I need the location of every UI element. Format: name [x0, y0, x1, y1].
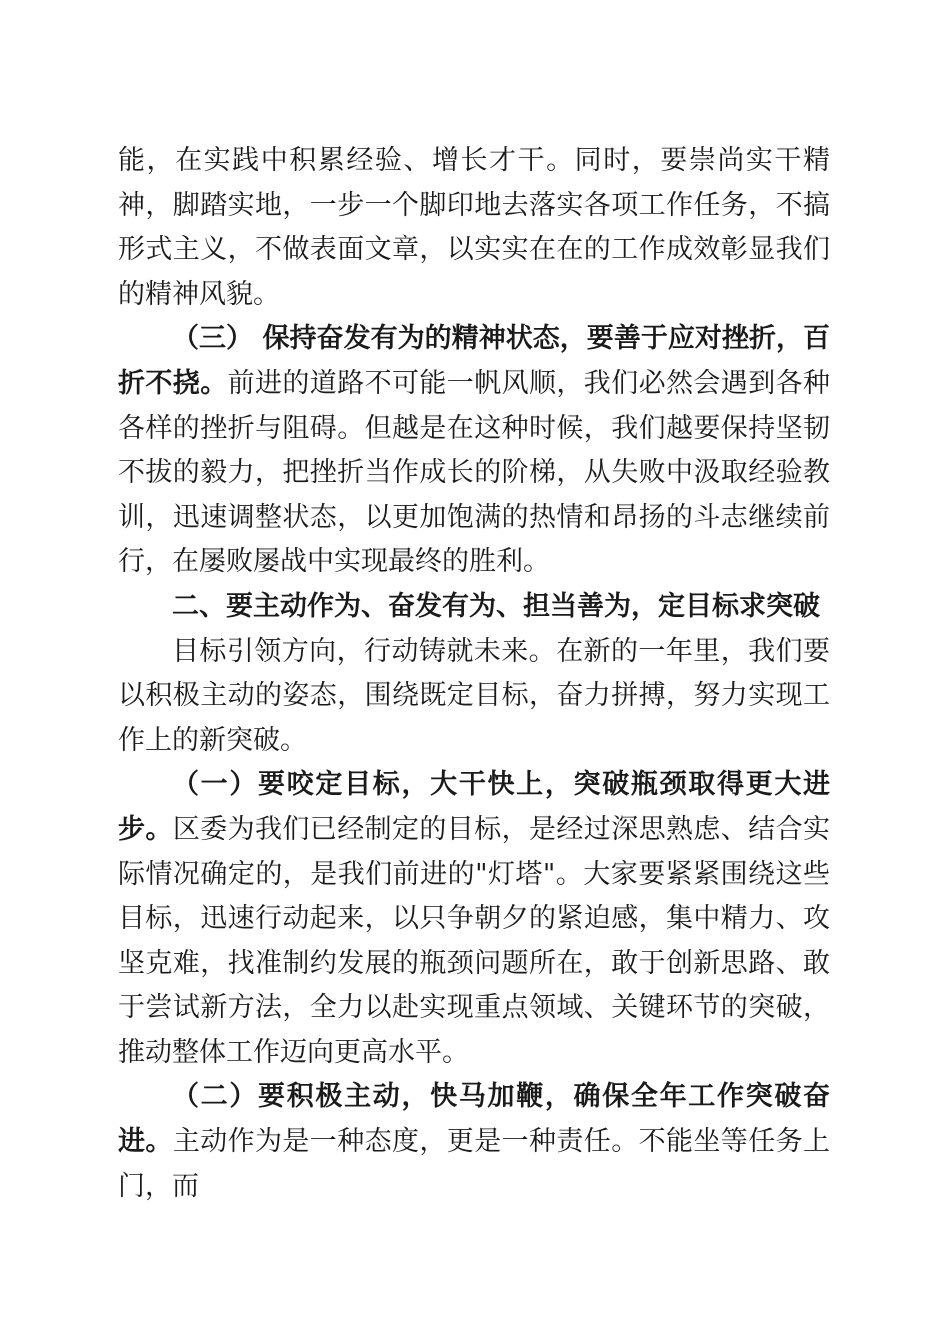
paragraph-text: 目标引领方向，行动铸就未来。在新的一年里，我们要以积极主动的姿态，围绕既定目标，奋力拼搏，努力实现工作上的新突破。 [118, 635, 830, 756]
subsection-2-lead: （二）要积极主动，快马加鞭，确保全年工作突破奋进。 [118, 1081, 830, 1158]
document-body [118, 139, 830, 1209]
subsection-1-lead: （一）要咬定目标，大干快上，突破瓶颈取得更大进步。 [118, 769, 830, 845]
paragraph-text: 能，在实践中积累经验、增长才干。同时，要崇尚实干精神，脚踏实地，一步一个脚印地去落实各项工作任务，不搞形式主义，不做表面文章，以实实在在的工作成效彰显我们的精神风貌。 [118, 145, 830, 310]
paragraph-section-3 [118, 317, 830, 585]
paragraph-text: 主动作为是一种态度，更是一种责任。不能坐等任务上门，而 [118, 1126, 831, 1202]
paragraph-text: 区委为我们已经制定的目标，是经过深思熟虑、结合实际情况确定的，是我们前进的"灯塔"。大家要紧紧围绕这些目标，迅速行动起来，以只争朝夕的紧迫感，集中精力、攻坚克难，找准制约发展的瓶颈问题所在，敢于创新思路、敢于尝试新方法，全力以赴实现重点领域、关键环节的突破，推动整体工作迈向更高水平。 [118, 813, 831, 1068]
paragraph-continuation [118, 139, 830, 317]
paragraph-subsection-1 [118, 763, 830, 1075]
section-heading-2: 二、要主动作为、奋发有为、担当善为，定目标求突破 [172, 590, 820, 622]
paragraph-subsection-2 [118, 1075, 830, 1209]
paragraph-text: 前进的道路不可能一帆风顺，我们必然会遇到各种各样的挫折与阻碍。但越是在这种时候，我们越要保持坚韧不拔的毅力，把挫折当作成长的阶梯，从失败中汲取经验教训，迅速调整状态，以更加饱满的热情和昂扬的斗志继续前行，在屡败屡战中实现最终的胜利。 [118, 367, 831, 578]
section-3-lead: （三） 保持奋发有为的精神状态，要善于应对挫折，百折不挠。 [118, 323, 830, 399]
paragraph-intro [118, 630, 830, 764]
